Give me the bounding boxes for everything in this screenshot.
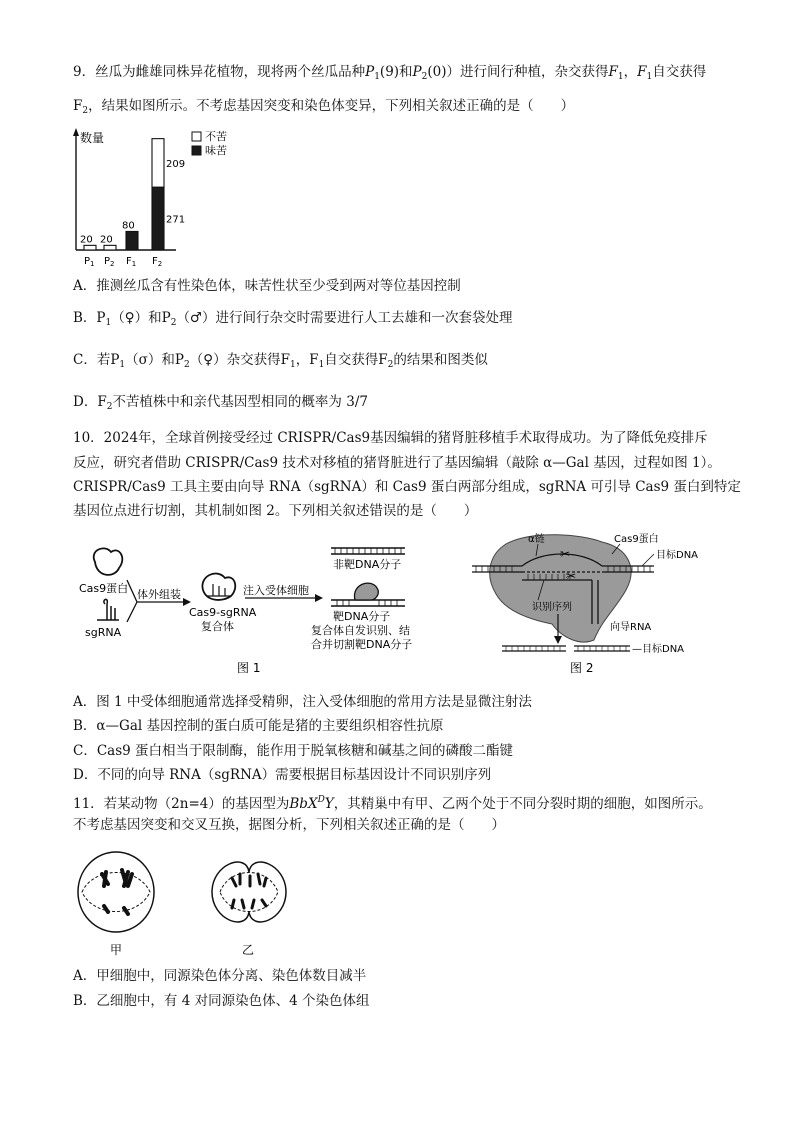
bar-P2-不苦 xyxy=(104,245,116,250)
x-tick-F2: $F_2$ xyxy=(152,256,163,268)
fig1-complex-label-2: 复合体 xyxy=(201,620,234,633)
scissors-icon-1: ✂ xyxy=(560,547,571,561)
q11-stem-line2: 不考虑基因突变和交叉互换，据图分析，下列相关叙述正确的是（ ） xyxy=(73,817,505,833)
fig2-target-dna-label: 目标DNA xyxy=(656,550,699,561)
bar-F1-味苦 xyxy=(126,231,138,250)
fig1-desc-2: 合并切割靶DNA分子 xyxy=(311,638,413,651)
q10-stem-line3: CRISPR/Cas9 工具主要由向导 RNA（sgRNA）和 Cas9 蛋白两部分组成，sgRNA 可引导 Cas9 蛋白到特定 xyxy=(73,479,741,495)
cas9-sgrna-complex-icon xyxy=(202,574,235,600)
data-label-1: 20 xyxy=(100,234,113,246)
q10-figure-1 xyxy=(75,540,425,680)
fig2-target-dna-label-2: —目标DNA xyxy=(632,644,685,655)
q11-stem-line1: 11．若某动物（2n=4）的基因型为BbX$^D$Y，其精巢中有甲、乙两个处于不同分裂时期的细胞，如图所示。 xyxy=(73,795,712,812)
legend-label-味苦: 味苦 xyxy=(205,144,227,157)
q9-stem-line1: 9．丝瓜为雌雄同株异花植物，现将两个丝瓜品种$P_1(9)$和$P_2(0)$）进行间行种植，杂交获得$F_1$，$F_1$自交获得 xyxy=(73,64,707,82)
fig1-merge-arrow xyxy=(127,580,183,622)
q9-stem-line2: $F_2$，结果如图所示。不考虑基因突变和染色体变异，下列相关叙述正确的是（ ） xyxy=(73,98,575,116)
nontarget-dna-icon xyxy=(331,548,405,554)
scissors-icon-2: ✂ xyxy=(566,569,577,583)
y-axis-arrow xyxy=(73,128,79,136)
fig2-alpha-label: α链 xyxy=(528,534,545,545)
cell-yi-label: 乙 xyxy=(242,943,255,957)
fig1-caption: 图 1 xyxy=(237,661,261,675)
cell-jia-label: 甲 xyxy=(110,943,123,957)
q10-option-d[interactable]: D．不同的向导 RNA（sgRNA）需要根据目标基因设计不同识别序列 xyxy=(73,767,492,783)
data-label-2: 80 xyxy=(122,220,135,232)
cas9-protein-icon xyxy=(94,548,123,575)
q10-option-c[interactable]: C．Cas9 蛋白相当于限制酶，能作用于脱氧核糖和碱基之间的磷酸二酯键 xyxy=(73,743,514,759)
q10-stem-line2: 反应，研究者借助 CRISPR/Cas9 技术对移植的猪肾脏进行了基因编辑（敲除 α—Gal 基因，过程如图 1）。 xyxy=(73,455,721,471)
fig1-step2-label: 注入受体细胞 xyxy=(243,584,309,597)
q11-option-a[interactable]: A．甲细胞中，同源染色体分离、染色体数目减半 xyxy=(73,968,367,984)
bar-F2-味苦 xyxy=(152,187,164,250)
fig1-desc-1: 复合体自发识别、结 xyxy=(311,624,410,637)
target-dna-icon xyxy=(331,600,405,606)
q10-option-a[interactable]: A．图 1 中受体细胞通常选择受精卵，注入受体细胞的常用方法是显微注射法 xyxy=(73,694,532,710)
data-label-3: 209 xyxy=(166,158,186,170)
y-axis-label: 数量 xyxy=(80,131,105,145)
q10-stem-line4: 基因位点进行切割，其机制如图 2。下列相关叙述错误的是（ ） xyxy=(73,503,478,519)
x-tick-P1: $P_1$ xyxy=(84,256,95,268)
data-label-0: 20 xyxy=(80,234,93,246)
cell-yi-icon xyxy=(212,862,286,922)
fig1-nontarget-label: 非靶DNA分子 xyxy=(333,558,402,571)
x-tick-F1: $F_1$ xyxy=(126,256,137,268)
x-tick-P2: $P_2$ xyxy=(104,256,115,268)
legend-swatch-味苦 xyxy=(192,146,201,155)
fig1-step1-label: 体外组装 xyxy=(137,588,181,601)
fig2-cas9-label: Cas9蛋白 xyxy=(614,534,659,545)
fig1-target-label: 靶DNA分子 xyxy=(333,610,391,623)
q10-option-b[interactable]: B．α—Gal 基因控制的蛋白质可能是猪的主要组织相容性抗原 xyxy=(73,718,444,734)
fig2-guide-label: 向导RNA xyxy=(610,622,652,633)
fig1-sgrna-label: sgRNA xyxy=(85,626,122,639)
fig2-recog-label: 识别序列 xyxy=(532,602,572,613)
bound-complex-icon xyxy=(354,583,378,600)
q11-option-b[interactable]: B．乙细胞中，有 4 对同源染色体、4 个染色体组 xyxy=(73,993,370,1009)
sgrna-icon xyxy=(97,599,119,620)
fig1-cas9-label: Cas9蛋白 xyxy=(79,582,129,595)
fig1-complex-label-1: Cas9-sgRNA xyxy=(189,606,257,619)
data-label-4: 271 xyxy=(166,214,186,226)
q9-option-d[interactable]: D．$F_2$不苦植株中和亲代基因型相同的概率为 3/7 xyxy=(73,394,368,412)
q9-option-a[interactable]: A．推测丝瓜含有性染色体，味苦性状至少受到两对等位基因控制 xyxy=(73,278,461,294)
bar-F2-不苦 xyxy=(152,139,164,187)
q11-cells-figure xyxy=(74,850,314,968)
legend-label-不苦: 不苦 xyxy=(205,130,227,143)
q9-option-c[interactable]: C．若$P_1(\sigma)$和$P_2(♀)$杂交获得$F_1$，$F_1$自交获得$F_2$的结果和图类似 xyxy=(73,352,488,370)
q9-bar-chart xyxy=(62,126,262,272)
q10-figure-2 xyxy=(462,528,722,678)
legend-swatch-不苦 xyxy=(192,132,201,141)
fig2-caption: 图 2 xyxy=(570,661,594,675)
bar-P1-不苦 xyxy=(84,245,96,250)
cell-jia-icon xyxy=(78,852,154,932)
q10-stem-line1: 10．2024年，全球首例接受经过 CRISPR/Cas9基因编辑的猪肾脏移植手术取得成功。为了降低免疫排斥 xyxy=(73,430,708,446)
q9-option-b[interactable]: B．$P_1(♀)$和$P_2(♂)$进行间行杂交时需要进行人工去雄和一次套袋处理 xyxy=(73,310,513,328)
